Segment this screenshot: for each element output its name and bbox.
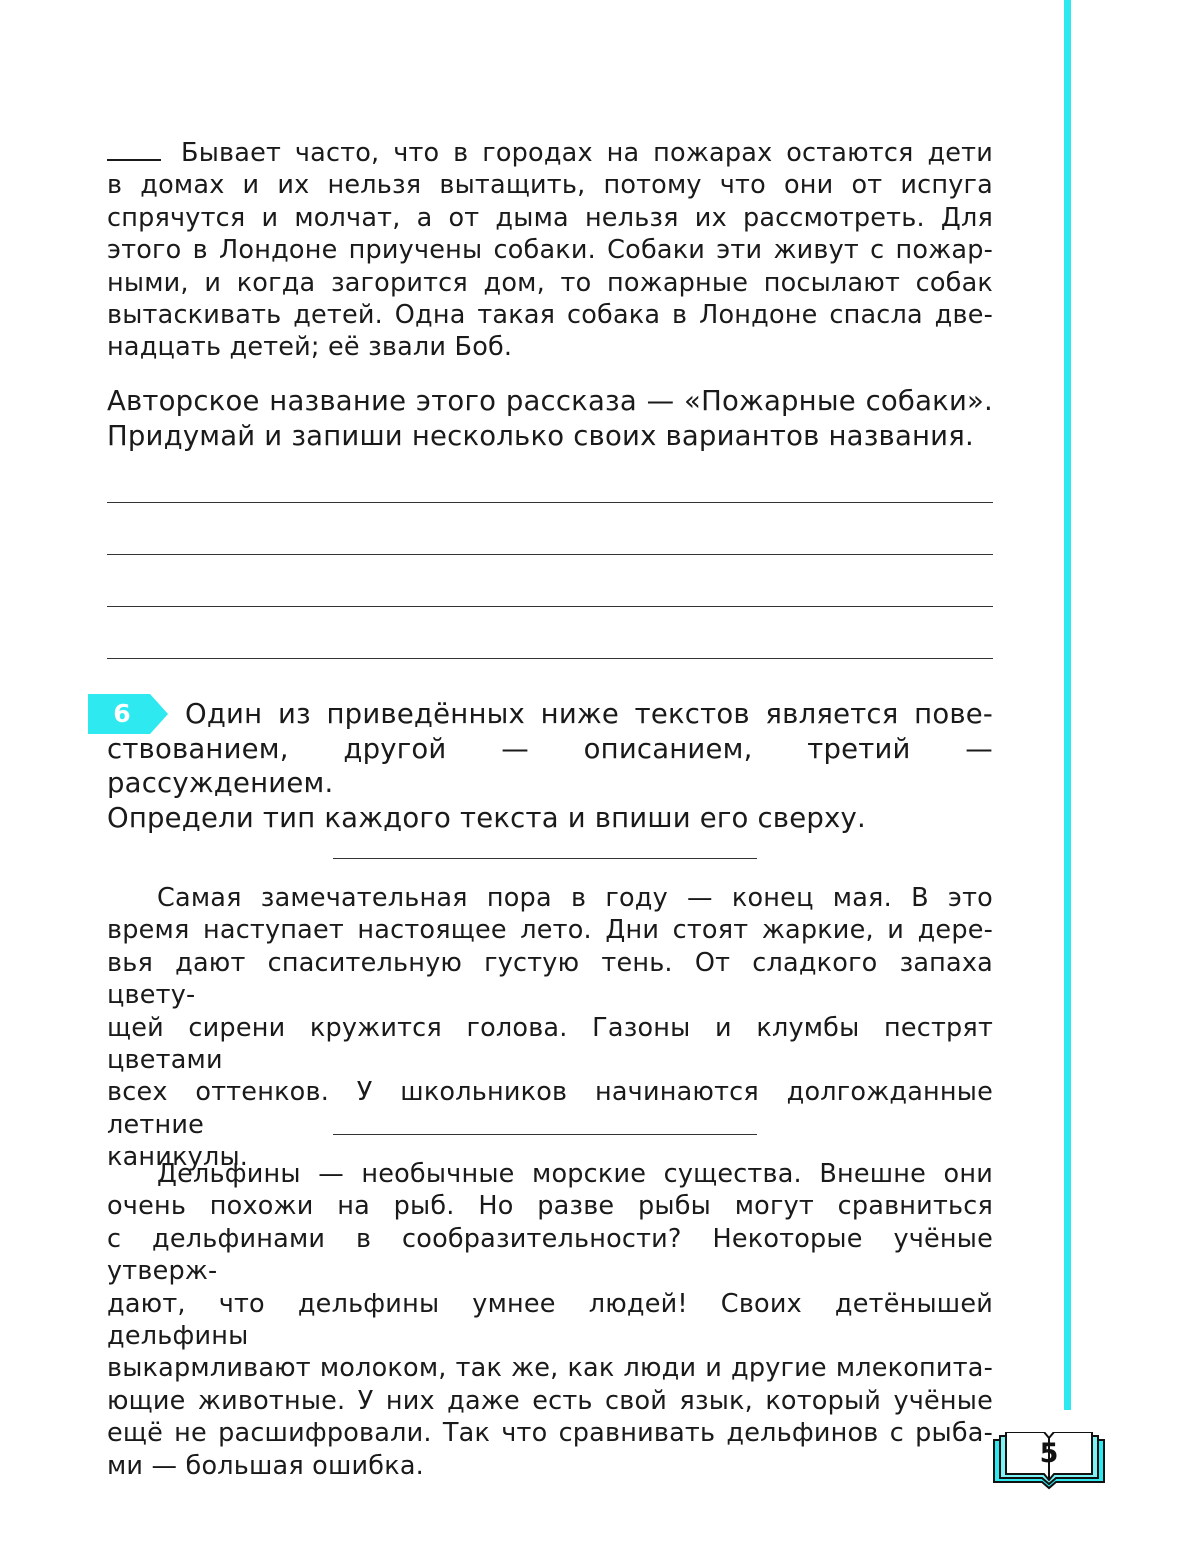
text-line: всех оттенков. У школьников начинаются долгожданные летние: [107, 1077, 993, 1140]
text-line: ющие животные. У них даже есть свой язык, который учёные: [107, 1385, 993, 1416]
task-line: Определи тип каждого текста и впиши его сверху.: [107, 801, 866, 834]
text-line: ещё не расшифровали. Так что сравнивать дельфинов с рыба-: [107, 1418, 993, 1449]
instruction-line: Придумай и запиши несколько своих вариантов названия.: [107, 419, 974, 452]
story-line: ными, и когда загорится дом, то пожарные посылают собак: [107, 267, 993, 298]
text-line: Дельфины — необычные морские существа. Внешне они: [157, 1159, 993, 1189]
text-line: время наступает настоящее лето. Дни стоят жаркие, и дере-: [107, 915, 993, 946]
text-line: Самая замечательная пора в году — конец мая. В это: [157, 883, 993, 913]
text-line: с дельфинами в сообразительности? Некоторые учёные утверж-: [107, 1223, 993, 1287]
answer-line[interactable]: [107, 606, 993, 607]
task-statement-cont: [107, 732, 993, 836]
page-number-badge: [988, 1432, 1110, 1490]
text-line: дают, что дельфины умнее людей! Своих детёнышей дельфины: [107, 1288, 993, 1352]
text-line: выкармливают молоком, так же, как люди и другие млекопита-: [107, 1353, 993, 1384]
margin-accent-stripe: [1064, 0, 1071, 1410]
answer-line[interactable]: [107, 554, 993, 555]
text-line: ми — большая ошибка.: [107, 1450, 424, 1481]
text-type-answer-line[interactable]: [333, 858, 757, 859]
story-line: надцать детей; её звали Боб.: [107, 332, 513, 363]
answer-line[interactable]: [107, 502, 993, 503]
text-line: очень похожи на рыб. Но разве рыбы могут сравниться: [107, 1191, 993, 1222]
story-fire-dogs: [107, 137, 993, 364]
answer-line[interactable]: [107, 658, 993, 659]
story-line: этого в Лондоне приучены собаки. Собаки эти живут с пожар-: [107, 235, 993, 266]
story-line: вытаскивать детей. Одна такая собака в Лондоне спасла две-: [107, 300, 993, 331]
task-line: ствованием, другой — описанием, третий — рассуждением.: [107, 732, 993, 799]
story-line: в домах и их нельзя вытащить, потому что они от испуга: [107, 170, 993, 201]
text-line: каникулы.: [107, 1142, 249, 1173]
text-a: [107, 882, 993, 1174]
fill-in-blank[interactable]: [107, 143, 161, 161]
task-line: Один из приведённых ниже текстов является пове-: [185, 698, 993, 730]
story-line: спрячутся и молчат, а от дыма нельзя их рассмотреть. Для: [107, 202, 993, 233]
text-type-answer-line[interactable]: [333, 1134, 757, 1135]
task-number-badge: [88, 694, 168, 734]
text-b: [107, 1158, 993, 1482]
text-line: щей сирени кружится голова. Газоны и клумбы пестрят цветами: [107, 1012, 993, 1076]
page-number: 5: [1039, 1438, 1059, 1469]
task-number: 6: [113, 699, 131, 728]
title-instruction: [107, 384, 993, 453]
story-line: Бывает часто, что в городах на пожарах остаются дети: [107, 137, 993, 169]
text-line: вья дают спасительную густую тень. От сладкого запаха цвету-: [107, 947, 993, 1011]
instruction-line: Авторское название этого рассказа — «Пожарные собаки».: [107, 385, 993, 417]
task-statement: [185, 697, 993, 732]
